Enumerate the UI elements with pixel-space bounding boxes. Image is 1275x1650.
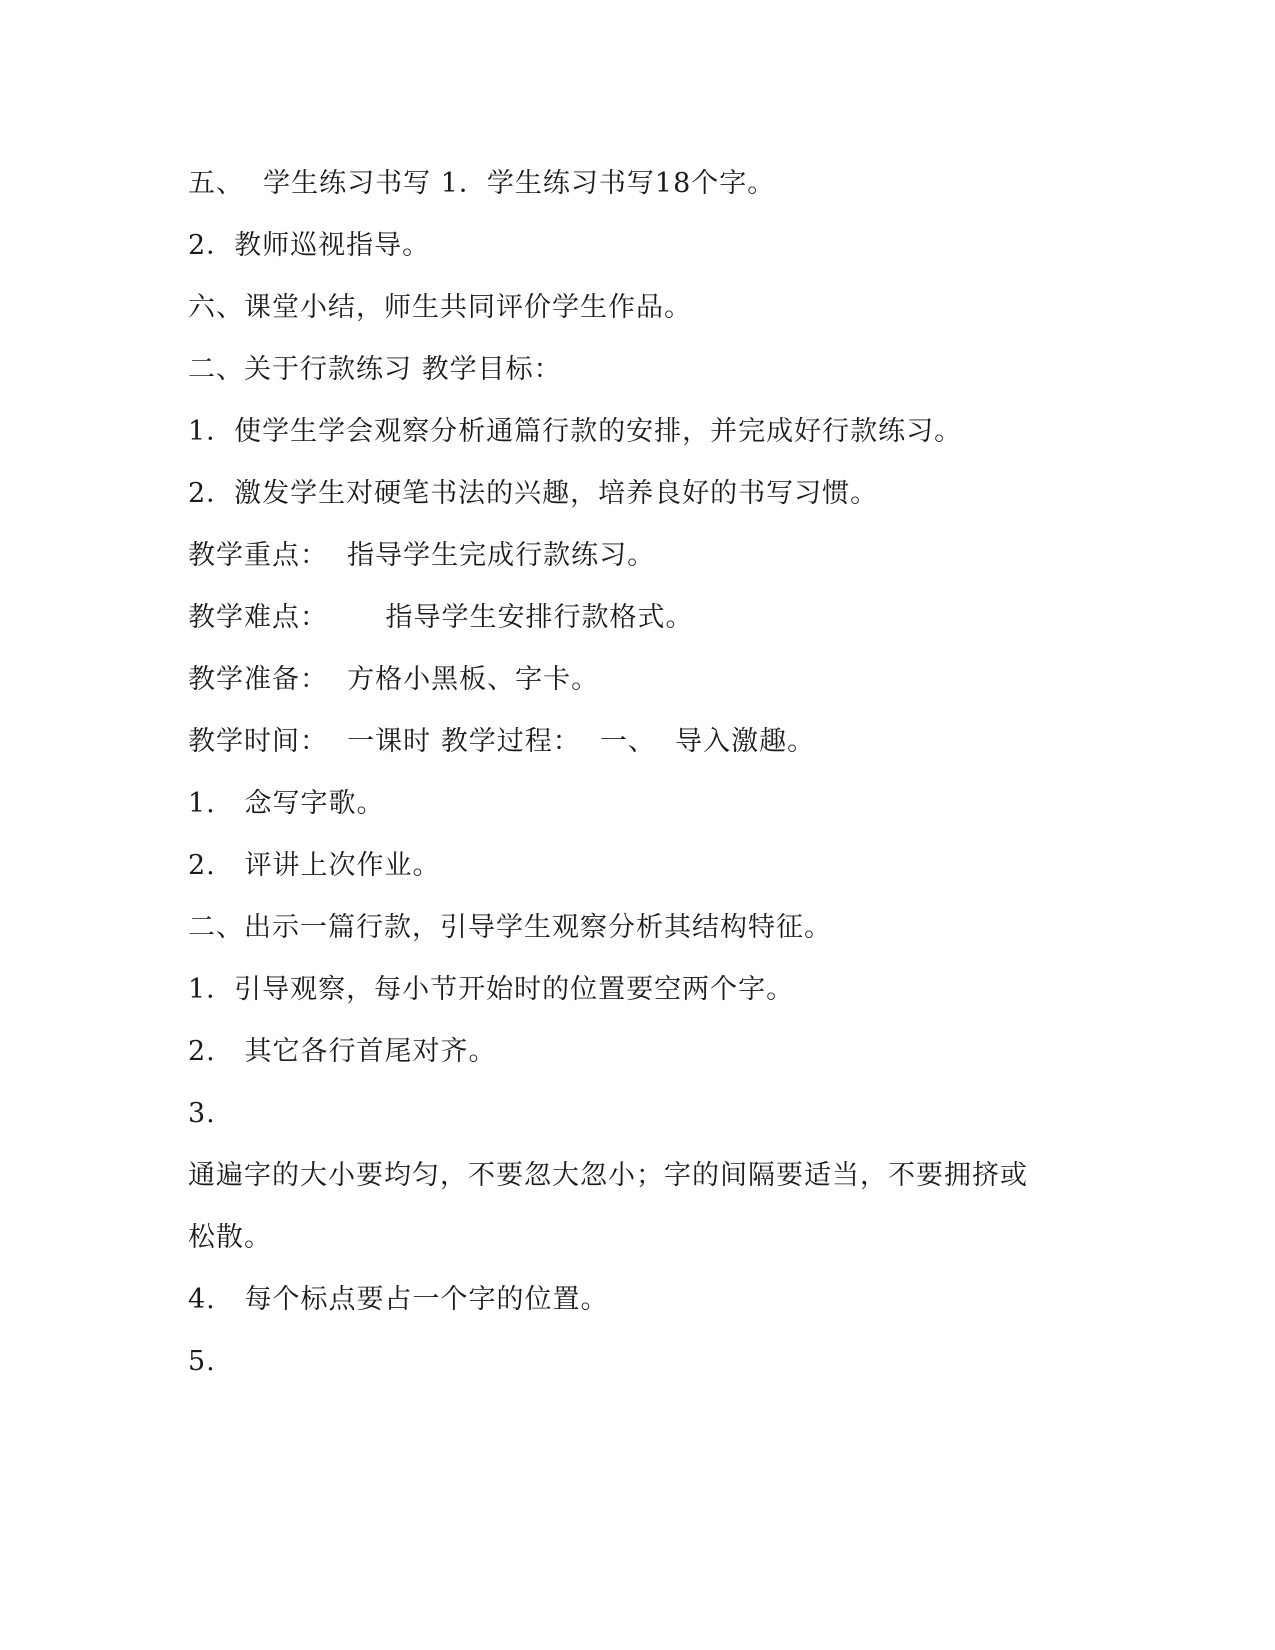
text-line: 教学准备： 方格小黑板、字卡。 [188, 664, 600, 695]
text-line: 教学难点： 指导学生安排行款格式。 [188, 602, 694, 633]
text-line: 六、课堂小结，师生共同评价学生作品。 [188, 292, 692, 323]
text-line: 五、 学生练习书写 1．学生练习书写18个字。 [188, 168, 776, 199]
text-line: 1. 念写字歌。 [188, 788, 385, 819]
text-line: 5. [188, 1346, 216, 1377]
text-line: 1．引导观察，每小节开始时的位置要空两个字。 [188, 974, 795, 1005]
text-line: 4. 每个标点要占一个字的位置。 [188, 1284, 609, 1315]
text-line: 2．激发学生对硬笔书法的兴趣，培养良好的书写习惯。 [188, 478, 879, 509]
text-line: 2．教师巡视指导。 [188, 230, 431, 261]
text-line: 教学重点： 指导学生完成行款练习。 [188, 540, 656, 571]
text-line: 二、出示一篇行款，引导学生观察分析其结构特征。 [188, 912, 832, 943]
text-line: 2. 评讲上次作业。 [188, 850, 441, 881]
text-line: 松散。 [188, 1222, 272, 1253]
text-line: 3. [188, 1098, 216, 1129]
text-line: 教学时间： 一课时 教学过程： 一、 导入激趣。 [188, 726, 816, 757]
text-line: 通遍字的大小要均匀，不要忽大忽小；字的间隔要适当，不要拥挤或 [188, 1160, 1028, 1191]
text-line: 2. 其它各行首尾对齐。 [188, 1036, 497, 1067]
text-line: 1．使学生学会观察分析通篇行款的安排，并完成好行款练习。 [188, 416, 963, 447]
text-line: 二、关于行款练习 教学目标： [188, 354, 562, 385]
